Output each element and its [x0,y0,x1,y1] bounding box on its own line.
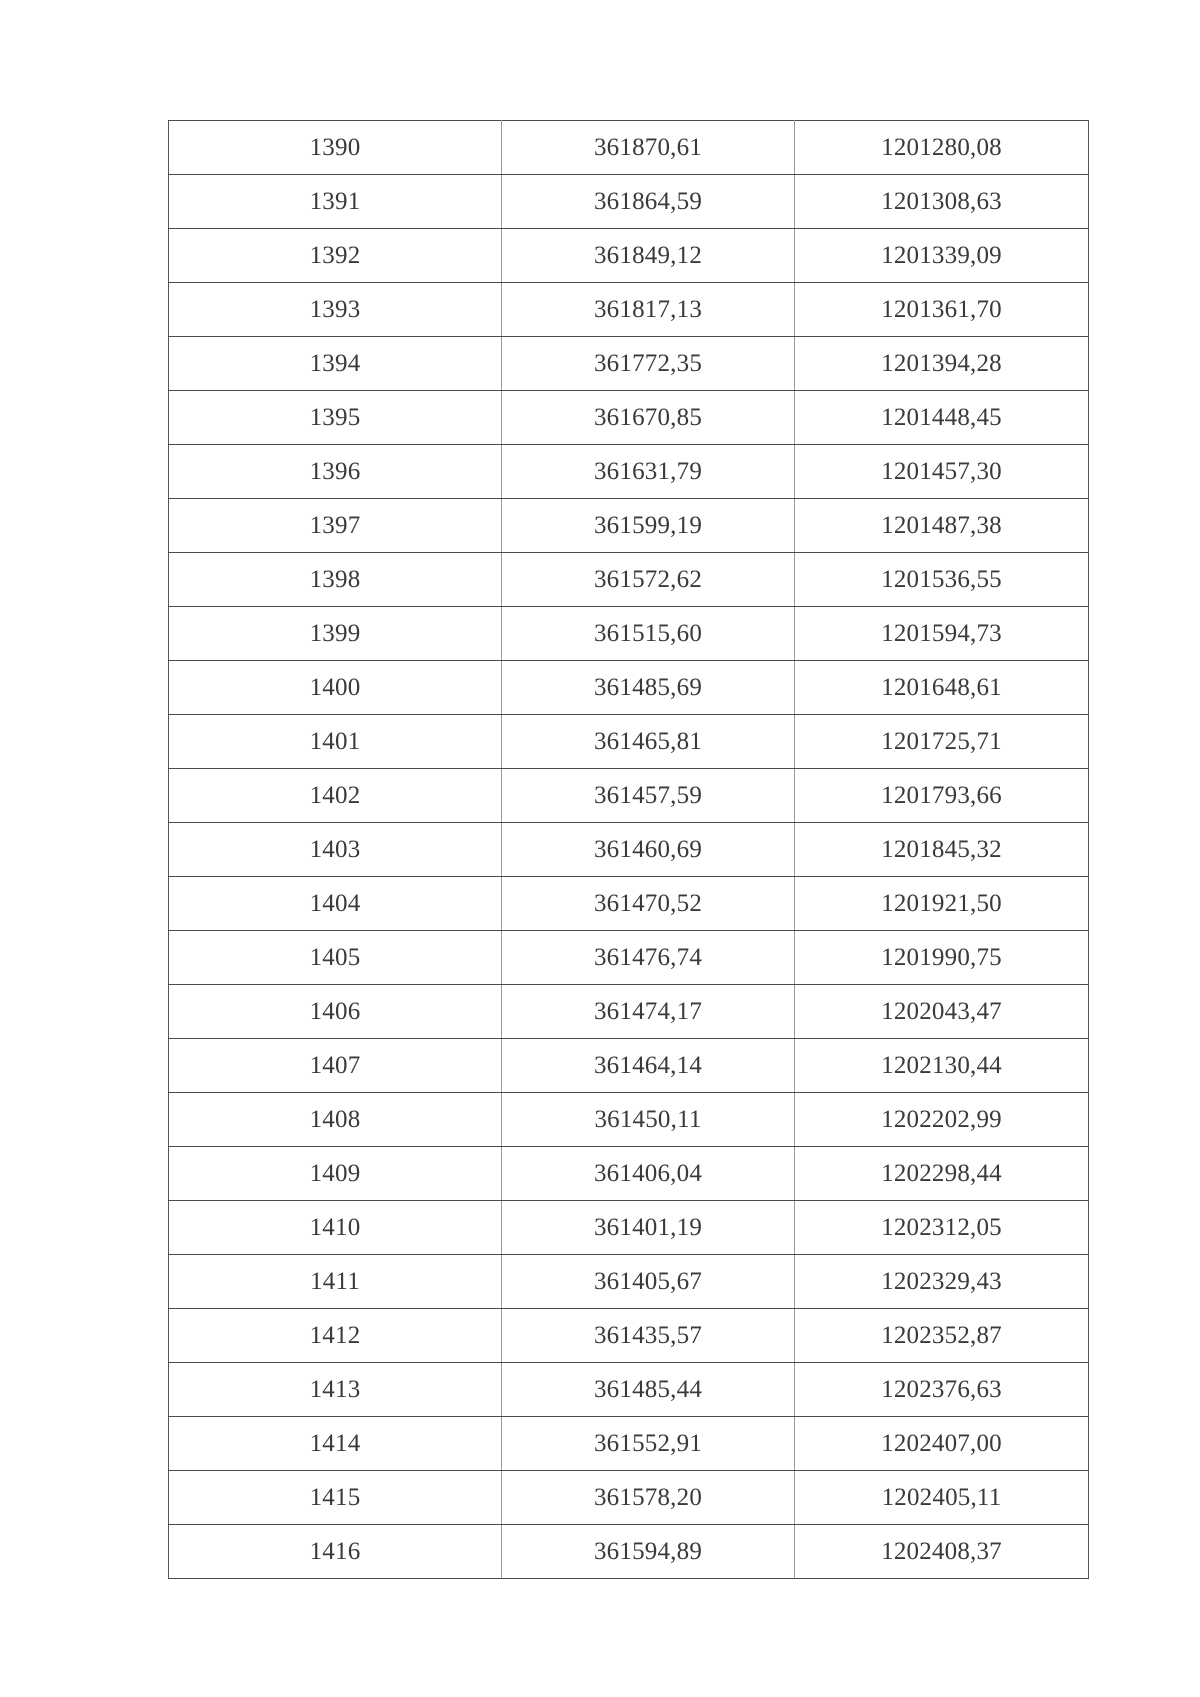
y-coordinate-cell: 1201339,09 [795,229,1089,283]
y-coordinate-cell: 1201536,55 [795,553,1089,607]
table-row [169,121,1089,175]
y-coordinate-cell: 1201457,30 [795,445,1089,499]
x-coordinate-cell: 361515,60 [502,607,795,661]
table-row [169,337,1089,391]
x-coordinate-cell: 361435,57 [502,1309,795,1363]
y-coordinate-cell: 1202405,11 [795,1471,1089,1525]
table-row [169,229,1089,283]
table-row [169,553,1089,607]
point-number-cell: 1413 [169,1363,502,1417]
table-row [169,715,1089,769]
x-coordinate-cell: 361817,13 [502,283,795,337]
y-coordinate-cell: 1202312,05 [795,1201,1089,1255]
y-coordinate-cell: 1202298,44 [795,1147,1089,1201]
y-coordinate-cell: 1201487,38 [795,499,1089,553]
x-coordinate-cell: 361450,11 [502,1093,795,1147]
y-coordinate-cell: 1201990,75 [795,931,1089,985]
point-number-cell: 1398 [169,553,502,607]
point-number-cell: 1410 [169,1201,502,1255]
x-coordinate-cell: 361470,52 [502,877,795,931]
point-number-cell: 1412 [169,1309,502,1363]
x-coordinate-cell: 361485,69 [502,661,795,715]
x-coordinate-cell: 361405,67 [502,1255,795,1309]
x-coordinate-cell: 361670,85 [502,391,795,445]
y-coordinate-cell: 1202408,37 [795,1525,1089,1579]
y-coordinate-cell: 1201308,63 [795,175,1089,229]
y-coordinate-cell: 1201594,73 [795,607,1089,661]
y-coordinate-cell: 1201845,32 [795,823,1089,877]
point-number-cell: 1416 [169,1525,502,1579]
point-number-cell: 1400 [169,661,502,715]
point-number-cell: 1407 [169,1039,502,1093]
y-coordinate-cell: 1201394,28 [795,337,1089,391]
table-row [169,1039,1089,1093]
table-row [169,607,1089,661]
point-number-cell: 1393 [169,283,502,337]
x-coordinate-cell: 361401,19 [502,1201,795,1255]
table-row [169,1471,1089,1525]
x-coordinate-cell: 361460,69 [502,823,795,877]
y-coordinate-cell: 1201280,08 [795,121,1089,175]
point-number-cell: 1405 [169,931,502,985]
point-number-cell: 1411 [169,1255,502,1309]
x-coordinate-cell: 361474,17 [502,985,795,1039]
table-row [169,769,1089,823]
y-coordinate-cell: 1202130,44 [795,1039,1089,1093]
y-coordinate-cell: 1201921,50 [795,877,1089,931]
table-row [169,1093,1089,1147]
point-number-cell: 1395 [169,391,502,445]
x-coordinate-cell: 361870,61 [502,121,795,175]
x-coordinate-cell: 361464,14 [502,1039,795,1093]
table-row [169,823,1089,877]
y-coordinate-cell: 1202329,43 [795,1255,1089,1309]
x-coordinate-cell: 361594,89 [502,1525,795,1579]
x-coordinate-cell: 361406,04 [502,1147,795,1201]
point-number-cell: 1406 [169,985,502,1039]
x-coordinate-cell: 361465,81 [502,715,795,769]
table-row [169,1525,1089,1579]
table-row [169,175,1089,229]
y-coordinate-cell: 1202043,47 [795,985,1089,1039]
table-row [169,1255,1089,1309]
x-coordinate-cell: 361572,62 [502,553,795,607]
y-coordinate-cell: 1201793,66 [795,769,1089,823]
y-coordinate-cell: 1201448,45 [795,391,1089,445]
point-number-cell: 1390 [169,121,502,175]
point-number-cell: 1408 [169,1093,502,1147]
point-number-cell: 1415 [169,1471,502,1525]
point-number-cell: 1409 [169,1147,502,1201]
point-number-cell: 1399 [169,607,502,661]
y-coordinate-cell: 1202407,00 [795,1417,1089,1471]
x-coordinate-cell: 361849,12 [502,229,795,283]
point-number-cell: 1414 [169,1417,502,1471]
point-number-cell: 1401 [169,715,502,769]
table-row [169,283,1089,337]
table-row [169,1363,1089,1417]
point-number-cell: 1403 [169,823,502,877]
point-number-cell: 1402 [169,769,502,823]
x-coordinate-cell: 361599,19 [502,499,795,553]
x-coordinate-cell: 361864,59 [502,175,795,229]
y-coordinate-cell: 1201648,61 [795,661,1089,715]
coordinates-table-body [169,121,1089,1579]
table-row [169,391,1089,445]
point-number-cell: 1396 [169,445,502,499]
table-row [169,499,1089,553]
table-row [169,1309,1089,1363]
y-coordinate-cell: 1201725,71 [795,715,1089,769]
table-row [169,985,1089,1039]
point-number-cell: 1392 [169,229,502,283]
x-coordinate-cell: 361578,20 [502,1471,795,1525]
y-coordinate-cell: 1201361,70 [795,283,1089,337]
table-row [169,445,1089,499]
coordinates-table [168,120,1089,1579]
point-number-cell: 1394 [169,337,502,391]
x-coordinate-cell: 361772,35 [502,337,795,391]
x-coordinate-cell: 361552,91 [502,1417,795,1471]
table-row [169,661,1089,715]
table-row [169,877,1089,931]
table-row [169,1147,1089,1201]
x-coordinate-cell: 361457,59 [502,769,795,823]
x-coordinate-cell: 361485,44 [502,1363,795,1417]
y-coordinate-cell: 1202202,99 [795,1093,1089,1147]
y-coordinate-cell: 1202352,87 [795,1309,1089,1363]
point-number-cell: 1404 [169,877,502,931]
table-row [169,931,1089,985]
x-coordinate-cell: 361476,74 [502,931,795,985]
x-coordinate-cell: 361631,79 [502,445,795,499]
y-coordinate-cell: 1202376,63 [795,1363,1089,1417]
point-number-cell: 1391 [169,175,502,229]
table-row [169,1417,1089,1471]
point-number-cell: 1397 [169,499,502,553]
table-row [169,1201,1089,1255]
